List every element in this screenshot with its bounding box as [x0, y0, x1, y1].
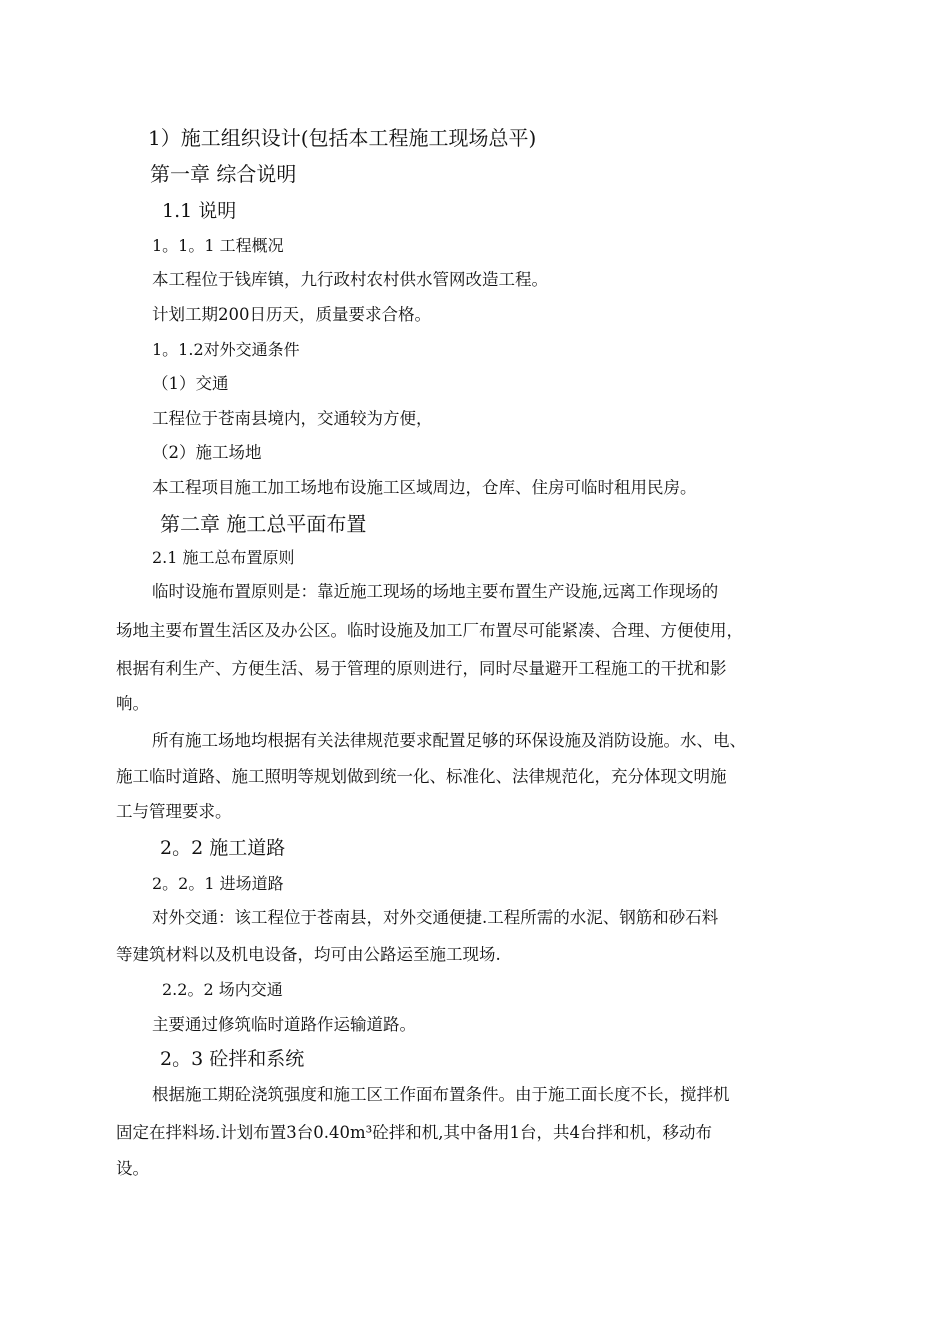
paragraph-line: 等建筑材料以及机电设备，均可由公路运至施工现场.	[116, 945, 501, 964]
paragraph-line: 临时设施布置原则是：靠近施工现场的场地主要布置生产设施,远离工作现场的	[152, 582, 719, 601]
paragraph: 本工程项目施工加工场地布设施工区域周边，仓库、住房可临时租用民房。	[152, 478, 697, 497]
paragraph-line: 场地主要布置生活区及办公区。临时设施及加工厂布置尽可能紧凑、合理、方便使用，	[116, 621, 743, 640]
section-1-1-2-heading: 1。1.2对外交通条件	[152, 340, 300, 359]
section-2-2-2-heading: 2.2。2 场内交通	[162, 980, 283, 999]
document-title: 1）施工组织设计(包括本工程施工现场总平)	[148, 126, 537, 150]
section-1-1-1-heading: 1。1。1 工程概况	[152, 236, 284, 255]
paragraph-line: 对外交通：该工程位于苍南县，对外交通便捷.工程所需的水泥、钢筋和砂石料	[152, 908, 719, 927]
paragraph-line: 响。	[116, 694, 149, 713]
paragraph-line: 所有施工场地均根据有关法律规范要求配置足够的环保设施及消防设施。水、电、	[152, 731, 746, 750]
paragraph: 本工程位于钱库镇，九行政村农村供水管网改造工程。	[152, 270, 548, 289]
paragraph-line: 根据施工期砼浇筑强度和施工区工作面布置条件。由于施工面长度不长，搅拌机	[152, 1085, 730, 1104]
paragraph-line: 工与管理要求。	[116, 802, 232, 821]
paragraph: 计划工期200日历天，质量要求合格。	[152, 305, 431, 324]
list-item: （2）施工场地	[152, 443, 262, 462]
chapter-1-heading: 第一章 综合说明	[150, 162, 297, 186]
section-2-2-heading: 2。2 施工道路	[160, 837, 286, 859]
section-2-1-heading: 2.1 施工总布置原则	[152, 548, 295, 567]
paragraph-line: 设。	[116, 1159, 149, 1178]
paragraph-line: 根据有利生产、方便生活、易于管理的原则进行，同时尽量避开工程施工的干扰和影	[116, 659, 727, 678]
chapter-2-heading: 第二章 施工总平面布置	[160, 512, 367, 536]
section-1-1-heading: 1.1 说明	[162, 200, 237, 222]
paragraph: 工程位于苍南县境内，交通较为方便，	[152, 409, 433, 428]
paragraph: 主要通过修筑临时道路作运输道路。	[152, 1015, 416, 1034]
section-2-2-1-heading: 2。2。1 进场道路	[152, 874, 284, 893]
paragraph-line: 固定在拌料场.计划布置3台0.40m³砼拌和机,其中备用1台，共4台拌和机，移动布	[116, 1123, 712, 1142]
list-item: （1）交通	[152, 374, 229, 393]
paragraph-line: 施工临时道路、施工照明等规划做到统一化、标准化、法律规范化，充分体现文明施	[116, 767, 727, 786]
section-2-3-heading: 2。3 砼拌和系统	[160, 1048, 305, 1070]
